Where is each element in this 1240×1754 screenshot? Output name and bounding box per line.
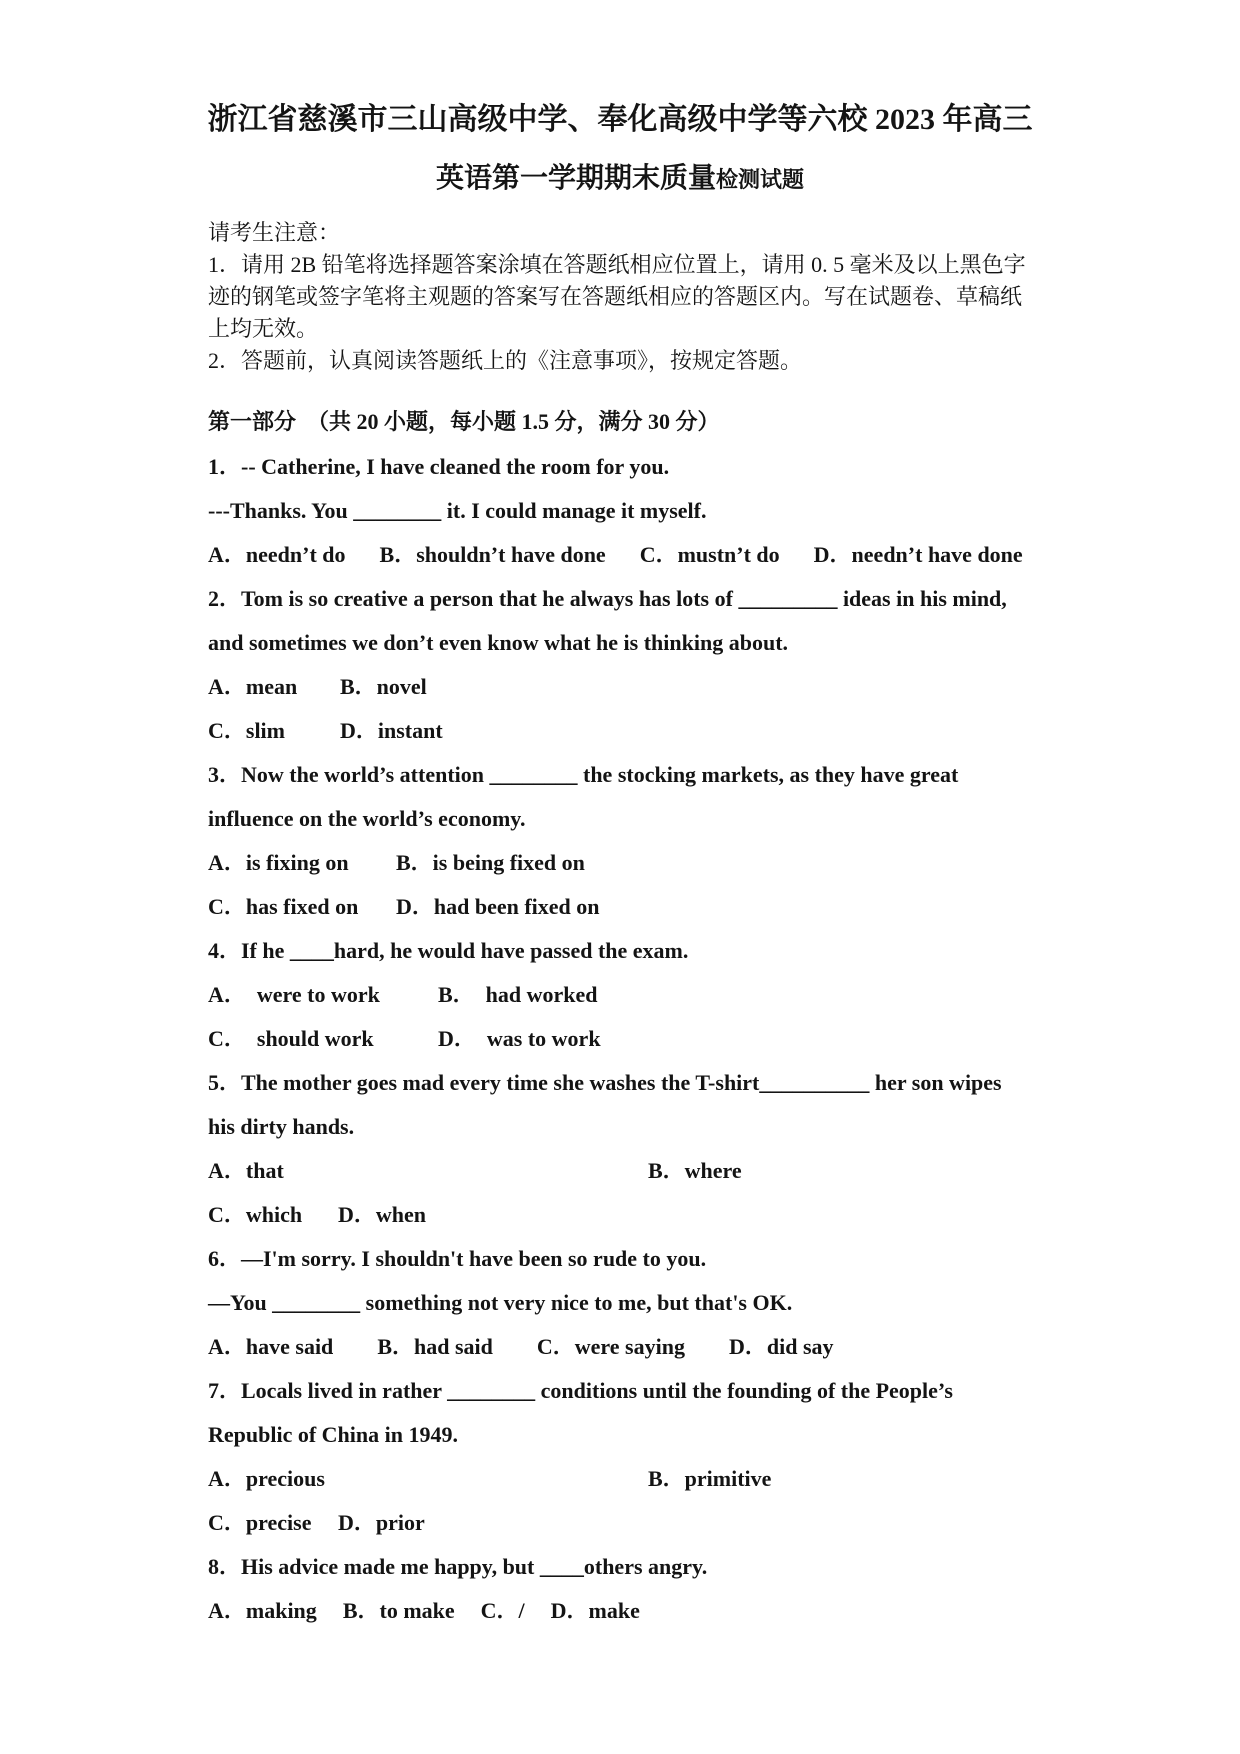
option-item: C．has fixed on [208,894,359,919]
question-line: his dirty hands. [208,1114,355,1139]
option-row [208,841,1062,885]
option-item: A．that [208,1158,284,1183]
option-item: B．where [648,1158,742,1183]
option-row [208,1589,1062,1633]
option-row [208,1457,1062,1501]
question-line: 4．If he ____hard, he would have passed the exam. [208,938,689,963]
option-item: D．prior [338,1510,425,1535]
option-row [208,1193,1062,1237]
option-item: C．slim [208,718,286,743]
option-item: D．did say [728,1334,834,1359]
option-row [208,973,1062,1017]
question-line: 6．—I'm sorry. I shouldn't have been so rude to you. [208,1246,707,1271]
notice-section [208,217,1062,377]
question-line: Republic of China in 1949. [208,1422,458,1447]
question-block [208,1237,1062,1369]
option-item: B．primitive [648,1466,772,1491]
option-item: A．needn’t do [208,542,346,567]
question-block [208,577,1062,753]
notice-item1-line3: 上均无效。 [208,316,319,341]
question-block [208,1061,1062,1237]
option-item: C．precise [208,1510,312,1535]
option-item: D．had been fixed on [396,894,600,919]
question-line: 7．Locals lived in rather ________ conditions until the founding of the People’s [208,1378,953,1403]
option-item: A．making [208,1598,317,1623]
option-item: A． were to work [208,982,380,1007]
option-item: C．which [208,1202,303,1227]
option-row [208,1149,1062,1193]
question-block [208,753,1062,929]
question-line: 5．The mother goes mad every time she washes the T-shirt__________ her son wipes [208,1070,1002,1095]
notice-header: 请考生注意： [208,220,341,245]
option-item: D．make [550,1598,640,1623]
notice-item1-line1: 1．请用 2B 铅笔将选择题答案涂填在答题纸相应位置上，请用 0. 5 毫米及以上黑色字 [208,252,1026,277]
option-item: C． should work [208,1026,374,1051]
option-row [208,885,1062,929]
option-row [208,533,1062,577]
question-line: and sometimes we don’t even know what he is thinking about. [208,630,789,655]
option-item: C．mustn’t do [639,542,780,567]
question-block [208,1369,1062,1545]
option-item: D．when [338,1202,427,1227]
exam-title-line2-main: 英语第一学期期末质量 [435,163,716,194]
option-item: A．precious [208,1466,325,1491]
option-item: B．is being fixed on [396,850,585,875]
option-item: A．mean [208,674,298,699]
option-item: D．needn’t have done [813,542,1023,567]
question-block [208,929,1062,1061]
question-block [208,445,1062,577]
option-item: D．instant [340,718,443,743]
section-one-header: 第一部分 （共 20 小题，每小题 1.5 分，满分 30 分） [208,409,720,434]
option-item: A．is fixing on [208,850,349,875]
option-row [208,665,1062,709]
exam-title-subtitle: 检测试题 [716,167,805,192]
option-item: B．novel [340,674,427,699]
option-item: B．had said [377,1334,493,1359]
option-row [208,1017,1062,1061]
question-line: ---Thanks. You ________ it. I could manage it myself. [208,498,707,523]
questions-list [208,445,1062,1633]
question-line: 1．-- Catherine, I have cleaned the room for you. [208,454,670,479]
option-item: B．shouldn’t have done [379,542,606,567]
question-line: influence on the world’s economy. [208,806,526,831]
option-item: B． had worked [438,982,598,1007]
exam-title-line2 [0,158,1240,201]
question-line: —You ________ something not very nice to me, but that's OK. [208,1290,793,1315]
option-item: C．/ [480,1598,525,1623]
question-line: 2．Tom is so creative a person that he always has lots of _________ ideas in his mind, [208,586,1007,611]
question-line: 8．His advice made me happy, but ____others angry. [208,1554,708,1579]
option-item: D． was to work [438,1026,601,1051]
exam-title-line1: 浙江省慈溪市三山高级中学、奉化高级中学等六校 2023 年高三 [207,103,1033,136]
option-item: C．were saying [536,1334,685,1359]
option-item: A．have said [208,1334,334,1359]
option-row [208,1325,1062,1369]
option-row [208,1501,1062,1545]
option-row [208,709,1062,753]
option-item: B．to make [342,1598,455,1623]
question-block [208,1545,1062,1633]
notice-item1-line2: 迹的钢笔或签字笔将主观题的答案写在答题纸相应的答题区内。写在试题卷、草稿纸 [208,284,1023,309]
question-line: 3．Now the world’s attention ________ the stocking markets, as they have great [208,762,959,787]
notice-item2: 2．答题前，认真阅读答题纸上的《注意事项》，按规定答题。 [208,348,803,373]
